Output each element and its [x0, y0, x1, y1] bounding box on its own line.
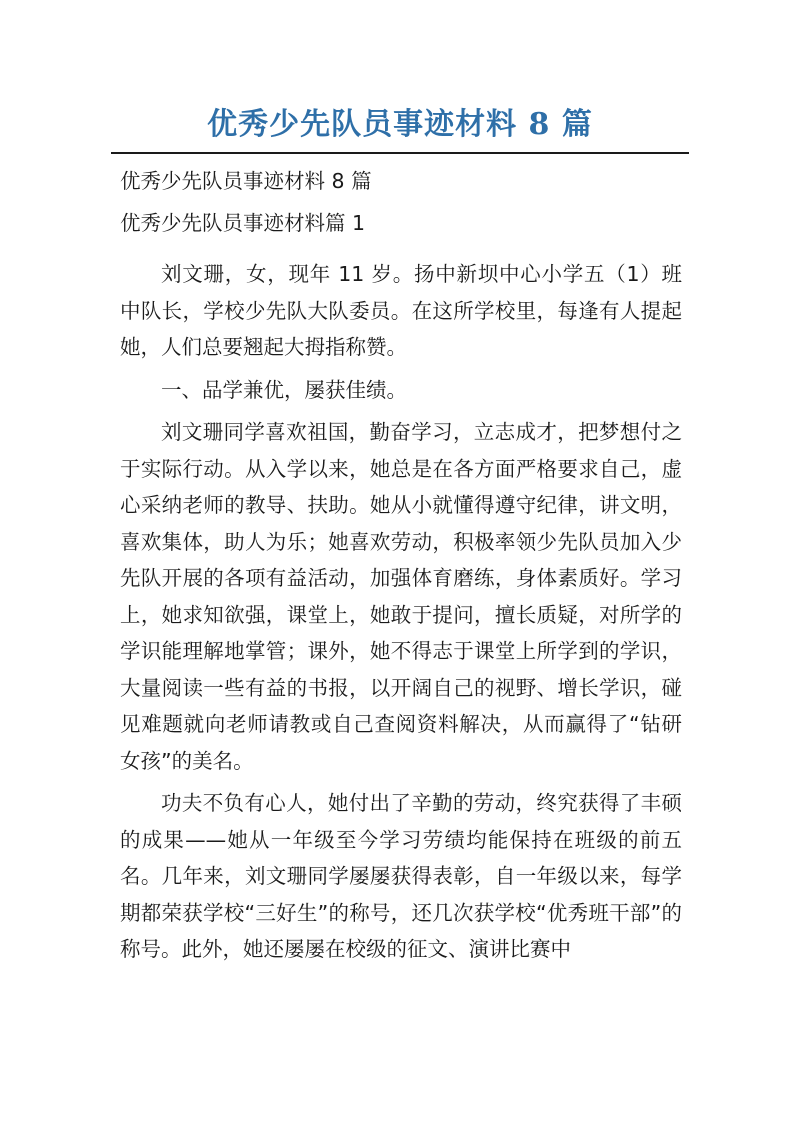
paragraph-achievements: 功夫不负有心人，她付出了辛勤的劳动，终究获得了丰硕的成果——她从一年级至今学习劳绩均能保持在班级的前五名。几年来，刘文珊同学屡屡获得表彰，自一年级以来，每学期都荣获学校“三好生”的称号，还几次获学校“优秀班干部”的称号。此外，她还屡屡在校级的征文、演讲比赛中	[120, 791, 682, 961]
document-body	[120, 160, 682, 968]
paragraph-study: 刘文珊同学喜欢祖国，勤奋学习，立志成才，把梦想付之于实际行动。从入学以来，她总是在各方面严格要求自己，虚心采纳老师的教导、扶助。她从小就懂得遵守纪律，讲文明，喜欢集体，助人为乐；她喜欢劳动，积极率领少先队员加入少先队开展的各项有益活动，加强体育磨练，身体素质好。学习上，她求知欲强，课堂上，她敢于提问，擅长质疑，对所学的学识能理解地掌管；课外，她不得志于课堂上所学到的学识，大量阅读一些有益的书报，以开阔自己的视野、增长学识，碰见难题就向老师请教或自己查阅资料解决，从而赢得了“钻研女孩”的美名。	[120, 420, 682, 773]
document-subtitle: 优秀少先队员事迹材料 8 篇	[120, 169, 372, 193]
paragraph-intro: 刘文珊，女，现年 11 岁。扬中新坝中心小学五（1）班中队长，学校少先队大队委员。在这所学校里，每逢有人提起她，人们总要翘起大拇指称赞。	[120, 262, 682, 359]
paragraph-subheading: 一、品学兼优，屡获佳绩。	[161, 377, 407, 402]
document-title: 优秀少先队员事迹材料 8 篇	[207, 107, 593, 142]
section-heading: 优秀少先队员事迹材料篇 1	[120, 211, 366, 235]
title-divider	[111, 152, 689, 154]
